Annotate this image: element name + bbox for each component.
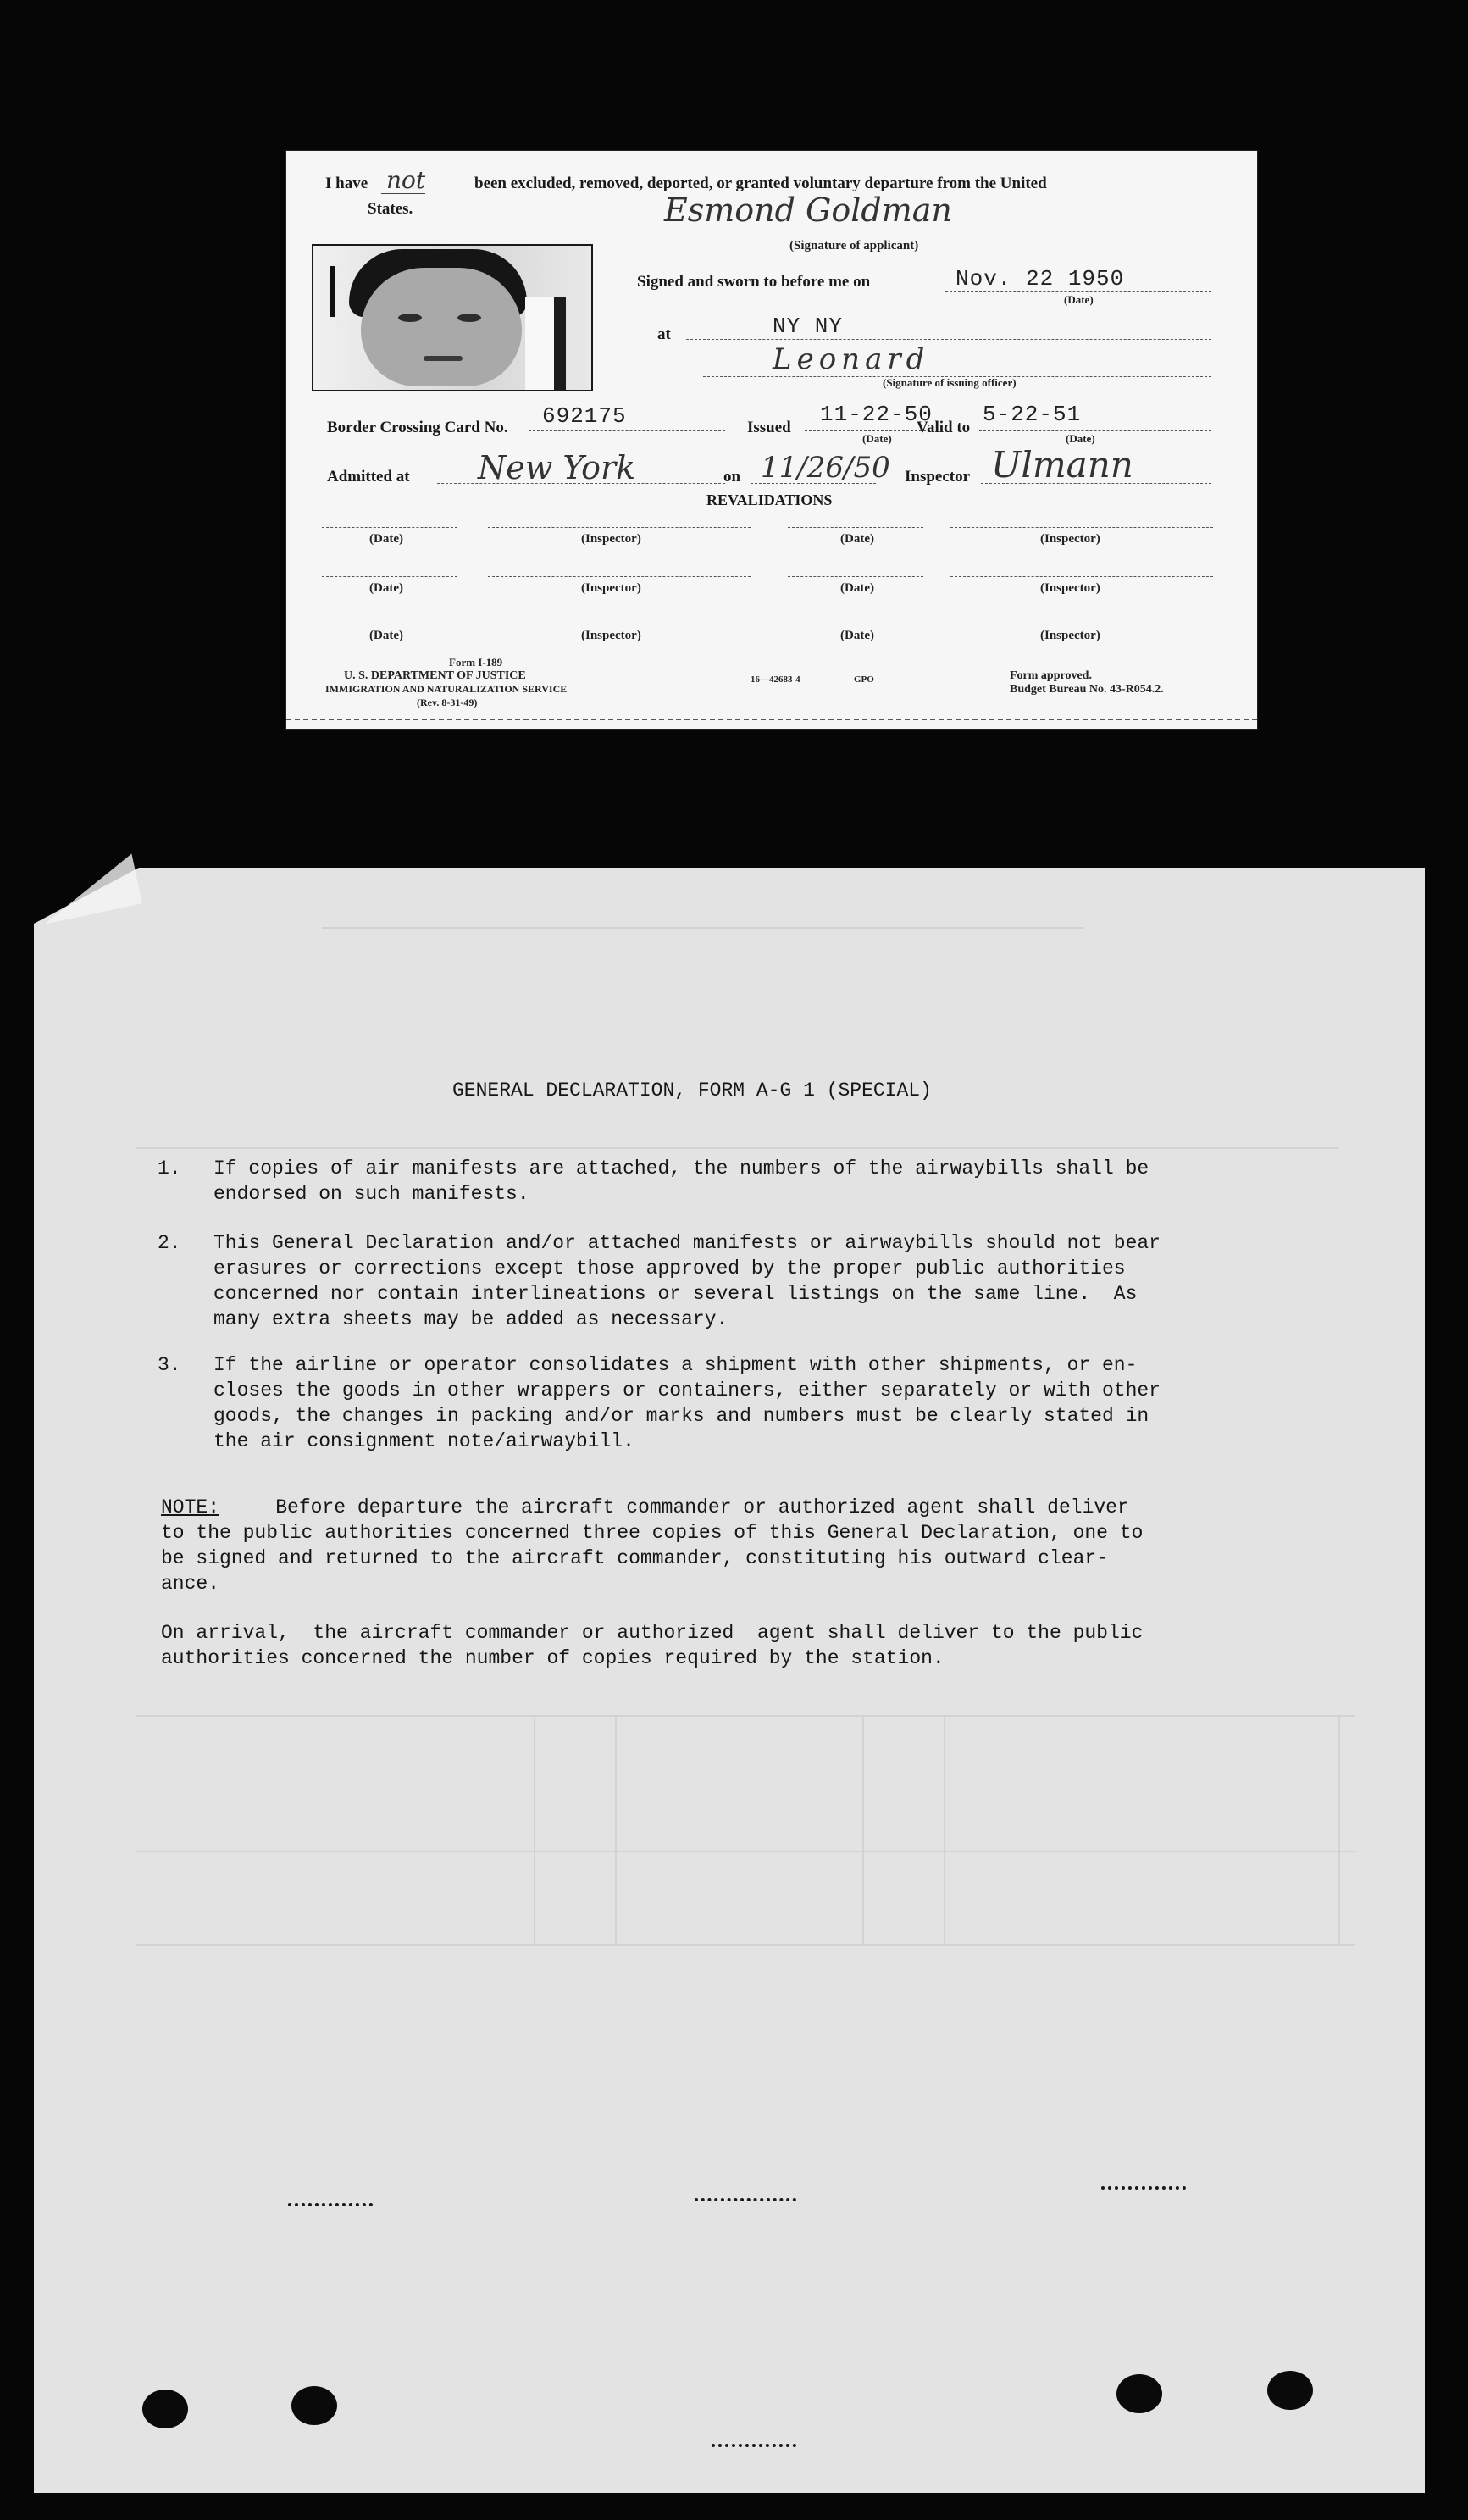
excluded-handwritten: not bbox=[386, 166, 426, 194]
punch-hole bbox=[1267, 2371, 1313, 2410]
item-3-number: 3. bbox=[158, 1354, 181, 1376]
issued-line bbox=[805, 430, 930, 431]
note-text-line3: be signed and returned to the aircraft commander, constituting his outward clear- bbox=[161, 1547, 1108, 1569]
excluded-text-line2: States. bbox=[368, 200, 413, 218]
item-2-text-line1: This General Declaration and/or attached manifests or airwaybills should not bear bbox=[213, 1232, 1161, 1254]
valid-label: Valid to bbox=[917, 419, 971, 436]
reval-date-caption: (Date) bbox=[369, 532, 403, 546]
inspector-signature: Ulmann bbox=[991, 444, 1133, 486]
reval-date-caption: (Date) bbox=[840, 629, 874, 642]
reval-inspector-caption: (Inspector) bbox=[581, 532, 641, 546]
punch-hole bbox=[142, 2390, 188, 2428]
valid-line bbox=[979, 430, 1211, 431]
general-declaration-sheet bbox=[34, 868, 1425, 2493]
item-3-text-line1: If the airline or operator consolidates a shipment with other shipments, or en- bbox=[213, 1354, 1138, 1376]
reval-inspector-caption: (Inspector) bbox=[1040, 532, 1100, 546]
punch-hole bbox=[1116, 2374, 1162, 2413]
signature-caption: (Signature of applicant) bbox=[789, 239, 919, 253]
punch-hole bbox=[291, 2386, 337, 2425]
arrival-text-line1: On arrival, the aircraft commander or authorized agent shall deliver to the public bbox=[161, 1622, 1144, 1644]
sworn-date-line bbox=[945, 291, 1211, 292]
arrival-text-line2: authorities concerned the number of copies required by the station. bbox=[161, 1647, 945, 1669]
item-1-text-line1: If copies of air manifests are attached, the numbers of the airwaybills shall be bbox=[213, 1157, 1149, 1180]
sworn-label: Signed and sworn to before me on bbox=[637, 273, 871, 291]
budget-bureau-number: Budget Bureau No. 43-R054.2. bbox=[1010, 683, 1164, 696]
item-1-number: 1. bbox=[158, 1157, 181, 1180]
reval-date-caption: (Date) bbox=[369, 629, 403, 642]
note-label: NOTE: bbox=[161, 1496, 220, 1518]
item-3-text-line2: closes the goods in other wrappers or containers, either separately or with other bbox=[213, 1379, 1161, 1402]
at-label: at bbox=[657, 325, 671, 343]
item-3-text-line4: the air consignment note/airwaybill. bbox=[213, 1430, 634, 1452]
card-no-line bbox=[529, 430, 725, 431]
inspector-label: Inspector bbox=[905, 468, 971, 486]
inspector-line bbox=[981, 483, 1211, 484]
service-name: IMMIGRATION AND NATURALIZATION SERVICE bbox=[325, 683, 568, 695]
reval-date-caption: (Date) bbox=[840, 581, 874, 595]
at-line bbox=[686, 339, 1211, 340]
note-text-line4: ance. bbox=[161, 1573, 220, 1595]
item-2-text-line4: many extra sheets may be added as necessary. bbox=[213, 1308, 728, 1330]
item-1-text-line2: endorsed on such manifests. bbox=[213, 1183, 529, 1205]
note-text-line1: Before departure the aircraft commander or authorized agent shall deliver bbox=[229, 1496, 1129, 1518]
admitted-date-line bbox=[751, 483, 876, 484]
declaration-title: GENERAL DECLARATION, FORM A-G 1 (SPECIAL) bbox=[452, 1080, 932, 1102]
reval-date-caption: (Date) bbox=[369, 581, 403, 595]
item-3-text-line3: goods, the changes in packing and/or marks and numbers must be clearly stated in bbox=[213, 1405, 1149, 1427]
excluded-text: been excluded, removed, deported, or granted voluntary departure from the United bbox=[474, 175, 1047, 192]
issued-date: 11-22-50 bbox=[820, 402, 933, 427]
applicant-photo bbox=[312, 244, 593, 391]
card-no: 692175 bbox=[542, 403, 627, 429]
issued-caption: (Date) bbox=[862, 432, 892, 445]
department-name: U. S. DEPARTMENT OF JUSTICE bbox=[344, 669, 526, 682]
officer-signature: Leonard bbox=[773, 342, 930, 376]
item-2-text-line2: erasures or corrections except those approved by the proper public authorities bbox=[213, 1257, 1126, 1279]
item-2-text-line3: concerned nor contain interlineations or several listings on the same line. As bbox=[213, 1283, 1138, 1305]
admitted-date: 11/26/50 bbox=[761, 451, 890, 485]
gpo-mark: GPO bbox=[854, 674, 874, 685]
excluded-prefix: I have bbox=[325, 175, 368, 192]
reval-inspector-caption: (Inspector) bbox=[581, 629, 641, 642]
valid-caption: (Date) bbox=[1066, 432, 1095, 445]
revalidations-title: REVALIDATIONS bbox=[706, 491, 833, 508]
revision-date: (Rev. 8-31-49) bbox=[417, 697, 478, 708]
at-value: NY NY bbox=[773, 314, 844, 339]
form-number: Form I-189 bbox=[449, 656, 503, 669]
on-label: on bbox=[723, 468, 741, 486]
reval-inspector-caption: (Inspector) bbox=[581, 581, 641, 595]
sworn-date: Nov. 22 1950 bbox=[956, 266, 1125, 291]
applicant-signature: Esmond Goldman bbox=[664, 191, 952, 229]
officer-caption: (Signature of issuing officer) bbox=[883, 376, 1017, 389]
print-code: 16—42683-4 bbox=[751, 674, 800, 685]
admitted-place: New York bbox=[478, 449, 636, 486]
form-approved: Form approved. bbox=[1010, 669, 1092, 682]
reval-inspector-caption: (Inspector) bbox=[1040, 629, 1100, 642]
reval-inspector-caption: (Inspector) bbox=[1040, 581, 1100, 595]
reval-date-caption: (Date) bbox=[840, 532, 874, 546]
admitted-line bbox=[437, 483, 725, 484]
card-no-label: Border Crossing Card No. bbox=[327, 419, 508, 436]
excluded-underline bbox=[381, 193, 425, 194]
issued-label: Issued bbox=[747, 419, 791, 436]
border-crossing-card bbox=[286, 151, 1257, 729]
sworn-date-caption: (Date) bbox=[1064, 293, 1094, 306]
note-text-line2: to the public authorities concerned three copies of this General Declaration, one to bbox=[161, 1522, 1144, 1544]
valid-date: 5-22-51 bbox=[983, 402, 1082, 427]
item-2-number: 2. bbox=[158, 1232, 181, 1254]
admitted-label: Admitted at bbox=[327, 468, 410, 486]
